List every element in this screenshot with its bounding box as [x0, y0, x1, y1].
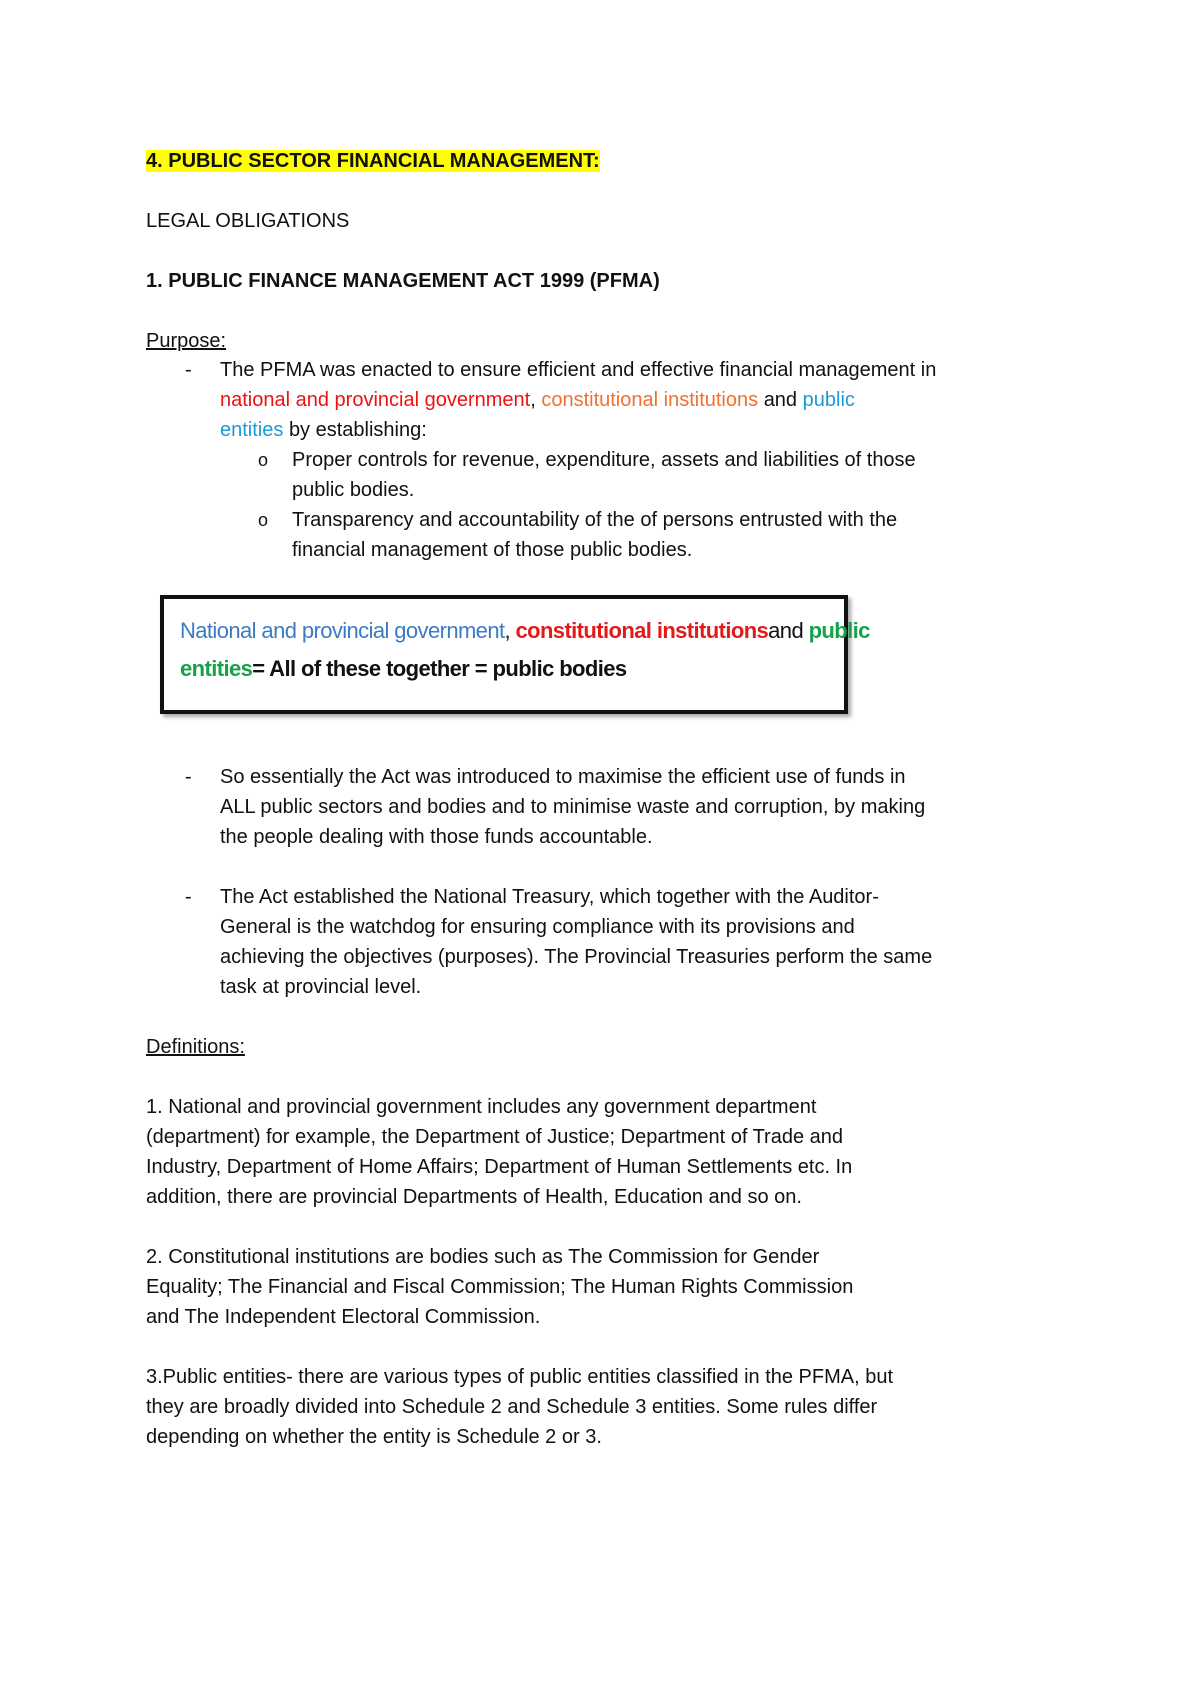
- circle-marker: o: [258, 450, 269, 470]
- public-bodies-image: [160, 595, 870, 714]
- purpose-bullet1-line3: [220, 415, 427, 445]
- section-heading-text: 4. PUBLIC SECTOR FINANCIAL MANAGEMENT:: [146, 150, 600, 172]
- and-text: and: [763, 389, 798, 411]
- image-and-text: and: [768, 618, 804, 643]
- image-comma-text: ,: [504, 618, 510, 643]
- def1-line4: addition, there are provincial Departments of Health, Education and so on.: [146, 1186, 802, 1208]
- image-line1: [180, 614, 870, 648]
- by-establishing-text: by establishing:: [288, 419, 427, 441]
- image-national-text: National and provincial government: [180, 618, 505, 643]
- bullet3-line1: The Act established the National Treasury, which together with the Auditor-: [220, 886, 879, 908]
- dash-marker: -: [185, 766, 192, 788]
- bullet2-line3: the people dealing with those funds accountable.: [220, 826, 653, 848]
- def3-line3: depending on whether the entity is Schedule 2 or 3.: [146, 1426, 602, 1448]
- public-text: public: [802, 389, 855, 411]
- bullet3-line3: achieving the objectives (purposes). The Provincial Treasuries perform the same: [220, 946, 933, 968]
- image-line2: [180, 652, 627, 686]
- def3-line2: they are broadly divided into Schedule 2 and Schedule 3 entities. Some rules differ: [146, 1396, 878, 1418]
- purpose-bullet1-line1: The PFMA was enacted to ensure efficient and effective financial management in: [220, 359, 937, 381]
- def1-line2: (department) for example, the Department of Justice; Department of Trade and: [146, 1126, 844, 1148]
- image-equation-text: = All of these together = public bodies: [252, 656, 627, 681]
- section-heading: [146, 146, 600, 176]
- constitutional-institutions-text: constitutional institutions: [541, 389, 759, 411]
- subheading: LEGAL OBLIGATIONS: [146, 210, 350, 232]
- image-entities-text: entities: [180, 656, 253, 681]
- dash-marker: -: [185, 359, 192, 381]
- def1-line3: Industry, Department of Home Affairs; Department of Human Settlements etc. In: [146, 1156, 853, 1178]
- dash-marker: -: [185, 886, 192, 908]
- entities-text: entities: [220, 419, 284, 441]
- def2-line3: and The Independent Electoral Commission.: [146, 1306, 541, 1328]
- def2-line1: 2. Constitutional institutions are bodies such as The Commission for Gender: [146, 1246, 820, 1268]
- image-public-text: public: [808, 618, 870, 643]
- act-title: 1. PUBLIC FINANCE MANAGEMENT ACT 1999 (PFMA): [146, 270, 660, 292]
- circle-marker: o: [258, 510, 269, 530]
- definitions-label: Definitions:: [146, 1036, 245, 1058]
- purpose-bullet1-line2: [220, 385, 855, 415]
- def2-line2: Equality; The Financial and Fiscal Commission; The Human Rights Commission: [146, 1276, 854, 1298]
- comma-text: ,: [530, 389, 536, 411]
- sub2-line2: financial management of those public bodies.: [292, 539, 693, 561]
- sub2-line1: Transparency and accountability of the of persons entrusted with the: [292, 509, 898, 531]
- bullet2-line1: So essentially the Act was introduced to maximise the efficient use of funds in: [220, 766, 906, 788]
- bullet2-line2: ALL public sectors and bodies and to minimise waste and corruption, by making: [220, 796, 926, 818]
- national-provincial-text: national and provincial government: [220, 389, 531, 411]
- def3-line1: 3.Public entities- there are various types of public entities classified in the PFMA, but: [146, 1366, 894, 1388]
- bullet3-line2: General is the watchdog for ensuring compliance with its provisions and: [220, 916, 855, 938]
- bullet3-line4: task at provincial level.: [220, 976, 422, 998]
- sub1-line2: public bodies.: [292, 479, 415, 501]
- def1-line1: 1. National and provincial government includes any government department: [146, 1096, 817, 1118]
- image-constitutional-text: constitutional institutions: [515, 618, 769, 643]
- purpose-label: Purpose:: [146, 330, 227, 352]
- sub1-line1: Proper controls for revenue, expenditure, assets and liabilities of those: [292, 449, 916, 471]
